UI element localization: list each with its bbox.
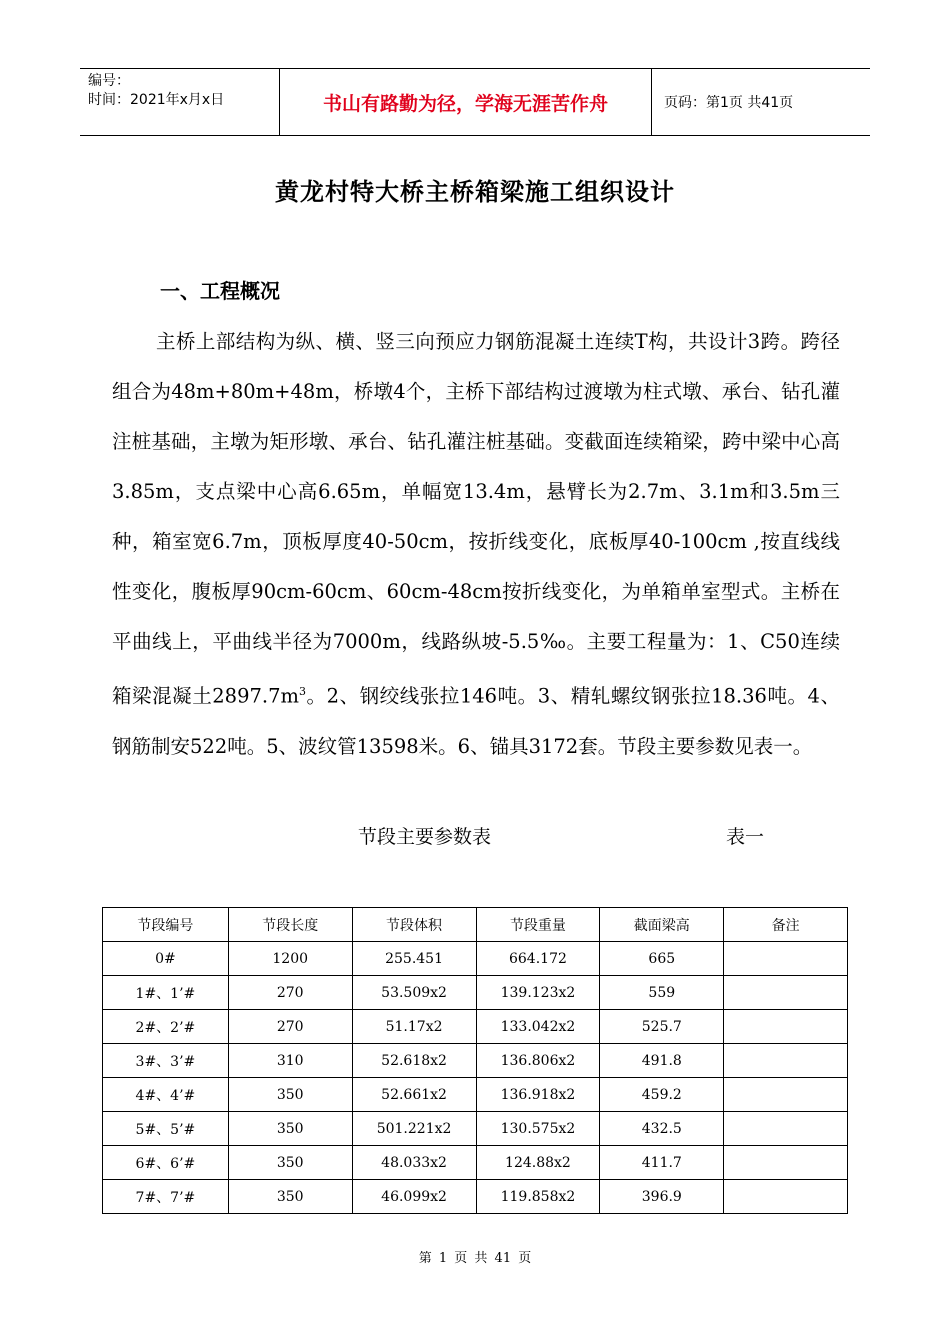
table-cell [724, 1180, 848, 1214]
table-cell: 411.7 [600, 1146, 724, 1180]
table-cell: 1#、1’# [103, 976, 229, 1010]
table-cell: 350 [228, 1146, 352, 1180]
table-row [103, 1044, 848, 1078]
table-header-row [103, 908, 848, 942]
table-caption-id: 表一 [726, 826, 765, 848]
table-cell: 350 [228, 1180, 352, 1214]
table-header-cell: 节段长度 [228, 908, 352, 942]
table-cell [724, 1112, 848, 1146]
document-number-label: 编号： [88, 73, 130, 89]
table-row [103, 1180, 848, 1214]
table-row [103, 1146, 848, 1180]
header-meta [80, 69, 280, 135]
table-row [103, 1078, 848, 1112]
table-header-cell: 备注 [724, 908, 848, 942]
table-cell: 53.509x2 [352, 976, 476, 1010]
document-date: 时间：2021年x月x日 [88, 92, 225, 108]
table-cell: 136.918x2 [476, 1078, 600, 1112]
table-cell: 501.221x2 [352, 1112, 476, 1146]
table-cell: 459.2 [600, 1078, 724, 1112]
table-cell: 350 [228, 1112, 352, 1146]
table-cell: 255.451 [352, 942, 476, 976]
table-row [103, 1010, 848, 1044]
header-page-info: 页码：第1页 共41页 [664, 95, 794, 111]
paragraph-text-rest: 。2、钢绞线张拉146吨。3、精轧螺纹钢张拉18.36吨。4、钢筋制安522吨。5、波纹管13598米。6、锚具3172套。节段主要参数见表一。 [112, 684, 840, 758]
table-cell: 432.5 [600, 1112, 724, 1146]
table-cell: 6#、6’# [103, 1146, 229, 1180]
table-cell: 130.575x2 [476, 1112, 600, 1146]
table-cell: 270 [228, 976, 352, 1010]
table-cell: 48.033x2 [352, 1146, 476, 1180]
table-cell: 119.858x2 [476, 1180, 600, 1214]
page-header [80, 68, 870, 136]
table-cell: 139.123x2 [476, 976, 600, 1010]
table-cell: 52.618x2 [352, 1044, 476, 1078]
table-cell: 396.9 [600, 1180, 724, 1214]
header-motto: 书山有路勤为径，学海无涯苦作舟 [280, 69, 652, 135]
table-caption [0, 822, 950, 850]
table-cell: 350 [228, 1078, 352, 1112]
table-cell: 2#、2’# [103, 1010, 229, 1044]
table-cell: 51.17x2 [352, 1010, 476, 1044]
table-cell: 136.806x2 [476, 1044, 600, 1078]
table-cell: 664.172 [476, 942, 600, 976]
table-header-cell: 节段编号 [103, 908, 229, 942]
table-cell: 52.661x2 [352, 1078, 476, 1112]
table-cell: 4#、4’# [103, 1078, 229, 1112]
section-heading: 一、工程概况 [160, 279, 280, 303]
table-cell: 525.7 [600, 1010, 724, 1044]
table-cell: 0# [103, 942, 229, 976]
table-cell: 310 [228, 1044, 352, 1078]
table-cell [724, 1044, 848, 1078]
table-cell: 133.042x2 [476, 1010, 600, 1044]
page-footer: 第 1 页 共 41 页 [418, 1251, 532, 1266]
table-cell: 3#、3’# [103, 1044, 229, 1078]
unit-superscript: 3 [298, 685, 306, 698]
table-cell: 5#、5’# [103, 1112, 229, 1146]
table-cell: 124.88x2 [476, 1146, 600, 1180]
document-title: 黄龙村特大桥主桥箱梁施工组织设计 [275, 178, 675, 206]
table-cell: 559 [600, 976, 724, 1010]
table-row [103, 976, 848, 1010]
table-cell [724, 976, 848, 1010]
table-cell [724, 1010, 848, 1044]
table-cell: 46.099x2 [352, 1180, 476, 1214]
table-cell: 1200 [228, 942, 352, 976]
table-cell [724, 942, 848, 976]
table-cell: 491.8 [600, 1044, 724, 1078]
table-cell: 7#、7’# [103, 1180, 229, 1214]
table-cell: 270 [228, 1010, 352, 1044]
table-header-cell: 节段体积 [352, 908, 476, 942]
table-cell: 665 [600, 942, 724, 976]
table-header-cell: 节段重量 [476, 908, 600, 942]
table-header-cell: 截面梁高 [600, 908, 724, 942]
table-row [103, 1112, 848, 1146]
table-cell [724, 1078, 848, 1112]
paragraph-text-main: 主桥上部结构为纵、横、竖三向预应力钢筋混凝土连续T构，共设计3跨。跨径组合为48m+80m+48m，桥墩4个，主桥下部结构过渡墩为柱式墩、承台、钻孔灌注桩基础，主墩为矩形墩、承台、钻孔灌注桩基础。变截面连续箱梁，跨中梁中心高3.85m，支点梁中心高6.65m，单幅宽13.4m，悬臂长为2.7m、3.1m和3.5m三种，箱室宽6.7m，顶板厚度40-50cm，按折线变化，底板厚40-100cm ,按直线线性变化，腹板厚90cm-60cm、60cm-48cm按折线变化，为单箱单室型式。主桥在平曲线上，平曲线半径为7000m，线路纵坡-5.5‰。主要工程量为：1、C50连续箱梁混凝土2897.7m [112, 330, 840, 708]
table-cell [724, 1146, 848, 1180]
table-caption-name: 节段主要参数表 [358, 826, 492, 848]
overview-paragraph [112, 317, 840, 772]
table-row [103, 942, 848, 976]
segment-params-table [102, 907, 848, 1214]
